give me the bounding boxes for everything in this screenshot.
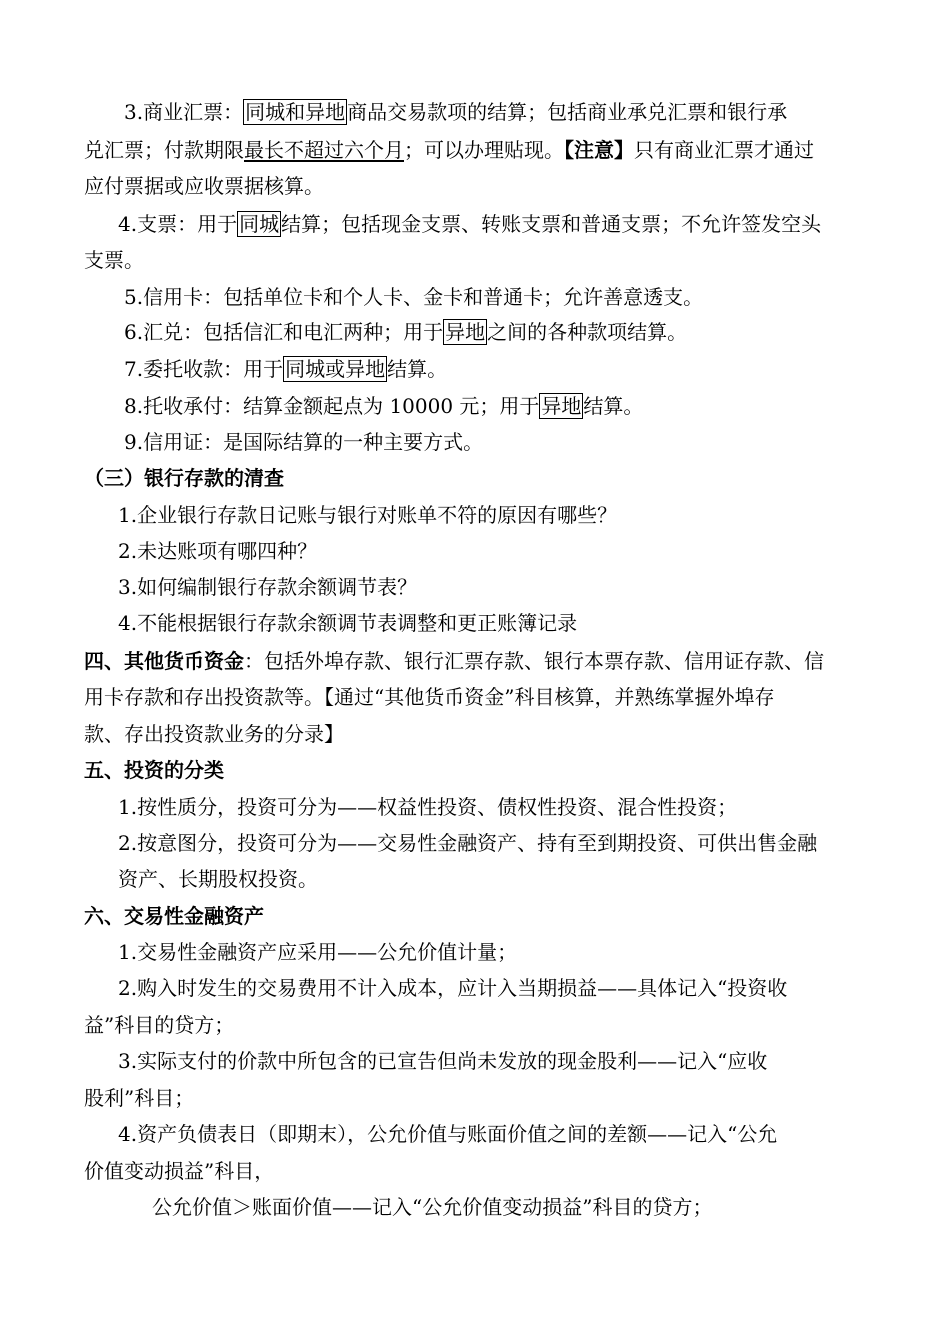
section-5-item-2-line-2: 资产、长期股权投资。 xyxy=(118,867,318,891)
section-6-item-4-line-3: 公允价值＞账面价值——记入“公允价值变动损益”科目的贷方； xyxy=(152,1195,713,1219)
section-4-line-2: 用卡存款和存出投资款等。【通过“其他货币资金”科目核算，并熟练掌握外埠存 xyxy=(84,685,775,709)
section-3-question-1: 1.企业银行存款日记账与银行对账单不符的原因有哪些？ xyxy=(118,503,618,527)
section-3-question-2: 2.未达账项有哪四种？ xyxy=(118,539,318,563)
item-4-line-1 xyxy=(118,210,868,238)
section-4-line-3: 款、存出投资款业务的分录】 xyxy=(84,722,344,746)
section-5-heading: 五、投资的分类 xyxy=(84,758,224,782)
item-7-prefix: 7.委托收款：用于 xyxy=(124,357,284,381)
section-6-item-3-line-1: 3.实际支付的价款中所包含的已宣告但尚未发放的现金股利——记入“应收 xyxy=(118,1049,768,1073)
section-4-heading: 四、其他货币资金 xyxy=(84,649,244,673)
section-4-text: ：包括外埠存款、银行汇票存款、银行本票存款、信用证存款、信 xyxy=(244,649,824,673)
section-6-item-3-line-2: 股利”科目； xyxy=(84,1086,195,1110)
item-4-prefix: 4.支票：用于 xyxy=(118,212,238,236)
section-5-item-1: 1.按性质分，投资可分为——权益性投资、债权性投资、混合性投资； xyxy=(118,795,738,819)
boxed-term: 异地 xyxy=(445,320,486,344)
item-5: 5.信用卡：包括单位卡和个人卡、金卡和普通卡；允许善意透支。 xyxy=(124,285,704,309)
item-3-text-b: ；可以办理贴现。 xyxy=(404,138,564,162)
item-4-text: 结算；包括现金支票、转账支票和普通支票；不允许签发空头 xyxy=(281,212,822,236)
section-6-item-1: 1.交易性金融资产应采用——公允价值计量； xyxy=(118,940,518,964)
section-5-item-2-line-1: 2.按意图分，投资可分为——交易性金融资产、持有至到期投资、可供出售金融 xyxy=(118,831,818,855)
note-label: 【注意】 xyxy=(564,138,634,162)
section-6-item-2-line-1: 2.购入时发生的交易费用不计入成本，应计入当期损益——具体记入“投资收 xyxy=(118,976,788,1000)
section-6-heading: 六、交易性金融资产 xyxy=(84,904,264,928)
item-3-prefix: 3.商业汇票： xyxy=(124,100,244,124)
boxed-term: 同城 xyxy=(239,212,280,236)
item-6-text: 之间的各种款项结算。 xyxy=(487,320,688,344)
underlined-term: 最长不超过六个月 xyxy=(244,138,404,162)
item-8 xyxy=(124,392,868,420)
item-9: 9.信用证：是国际结算的一种主要方式。 xyxy=(124,430,484,454)
item-3-text-c: 只有商业汇票才通过 xyxy=(634,138,814,162)
section-4-line-1 xyxy=(84,647,868,675)
item-3-text: 商品交易款项的结算；包括商业承兑汇票和银行承 xyxy=(347,100,788,124)
item-3-text-a: 兑汇票；付款期限 xyxy=(84,138,244,162)
section-6-item-2-line-2: 益”科目的贷方； xyxy=(84,1013,235,1037)
item-8-text: 结算。 xyxy=(583,394,644,418)
item-7-text: 结算。 xyxy=(387,357,448,381)
boxed-term: 同城和异地 xyxy=(245,100,346,124)
section-6-item-4-line-1: 4.资产负债表日（即期末），公允价值与账面价值之间的差额——记入“公允 xyxy=(118,1122,778,1146)
section-3-question-3: 3.如何编制银行存款余额调节表？ xyxy=(118,575,418,599)
boxed-term: 同城或异地 xyxy=(285,357,386,381)
item-8-prefix: 8.托收承付：结算金额起点为 10000 元；用于 xyxy=(124,394,540,418)
item-3-line-1 xyxy=(124,98,868,126)
section-3-question-4: 4.不能根据银行存款余额调节表调整和更正账簿记录 xyxy=(118,611,578,635)
item-3-line-2 xyxy=(84,136,868,164)
item-6-prefix: 6.汇兑：包括信汇和电汇两种；用于 xyxy=(124,320,444,344)
item-4-line-2: 支票。 xyxy=(84,248,144,272)
item-7 xyxy=(124,355,868,383)
section-3-heading: （三）银行存款的清查 xyxy=(84,466,284,490)
section-6-item-4-line-2: 价值变动损益”科目， xyxy=(84,1159,275,1183)
item-6 xyxy=(124,318,868,346)
boxed-term: 异地 xyxy=(541,394,582,418)
item-3-line-3: 应付票据或应收票据核算。 xyxy=(84,174,324,198)
